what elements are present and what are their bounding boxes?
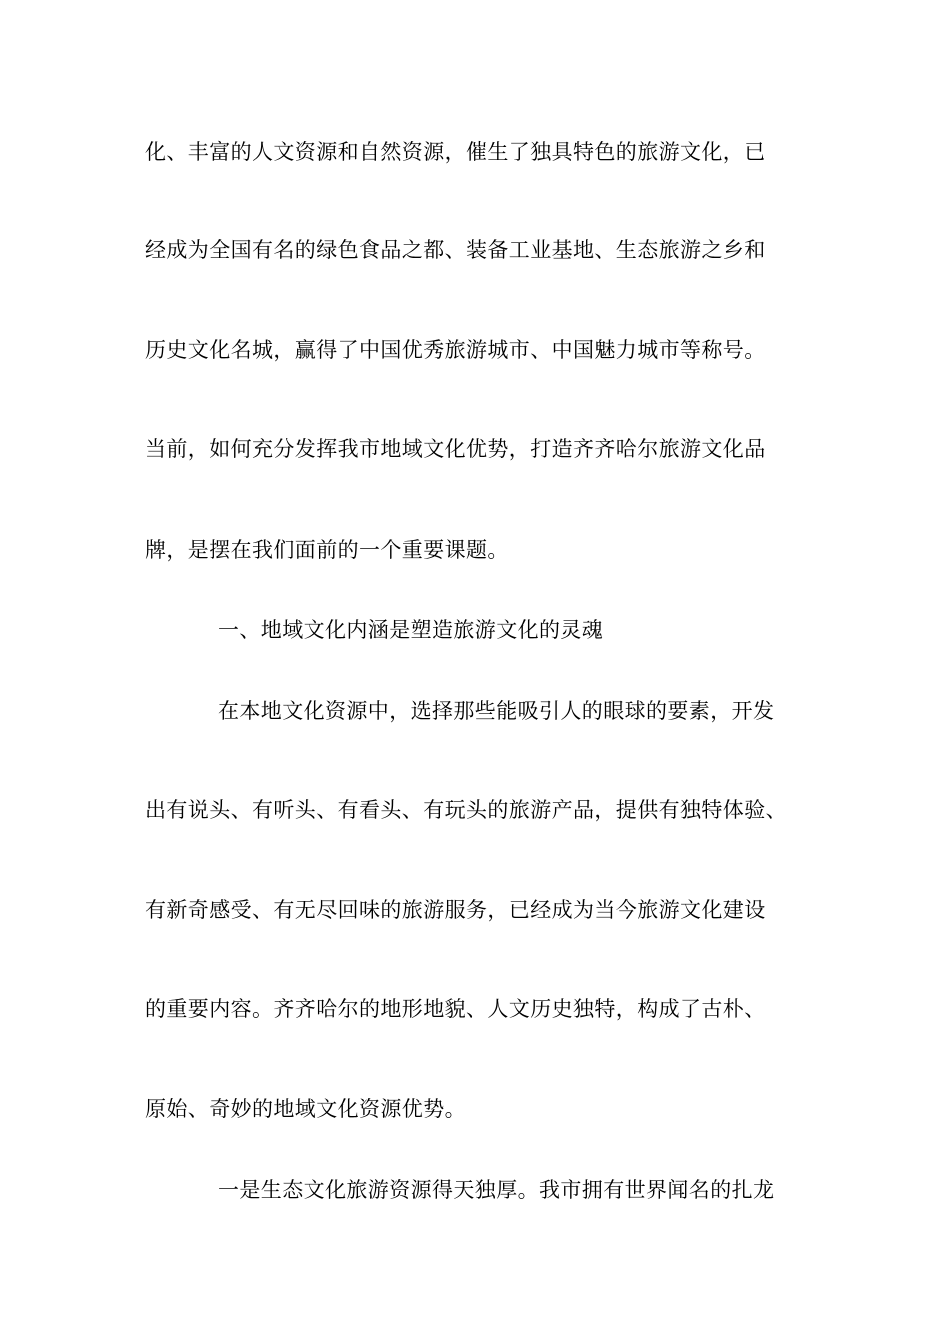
paragraph-line: 原始、奇妙的地域文化资源优势。 <box>145 1097 466 1121</box>
paragraph-line: 历史文化名城，赢得了中国优秀旅游城市、中国魅力城市等称号。 <box>145 338 766 362</box>
paragraph-line: 在本地文化资源中，选择那些能吸引人的眼球的要素，开发 <box>218 699 775 723</box>
section-heading: 一、地域文化内涵是塑造旅游文化的灵魂 <box>218 618 604 642</box>
paragraph-line: 牌，是摆在我们面前的一个重要课题。 <box>145 538 509 562</box>
paragraph-line: 有新奇感受、有无尽回味的旅游服务，已经成为当今旅游文化建设 <box>145 898 766 922</box>
paragraph-line: 出有说头、有听头、有看头、有玩头的旅游产品，提供有独特体验、 <box>145 798 787 822</box>
paragraph-line: 一是生态文化旅游资源得天独厚。我市拥有世界闻名的扎龙 <box>218 1178 775 1202</box>
paragraph-line: 化、丰富的人文资源和自然资源，催生了独具特色的旅游文化，已 <box>145 140 766 164</box>
paragraph-line: 经成为全国有名的绿色食品之都、装备工业基地、生态旅游之乡和 <box>145 238 766 262</box>
paragraph-line: 的重要内容。齐齐哈尔的地形地貌、人文历史独特，构成了古朴、 <box>145 997 766 1021</box>
paragraph-line: 当前，如何充分发挥我市地域文化优势，打造齐齐哈尔旅游文化品 <box>145 437 766 461</box>
